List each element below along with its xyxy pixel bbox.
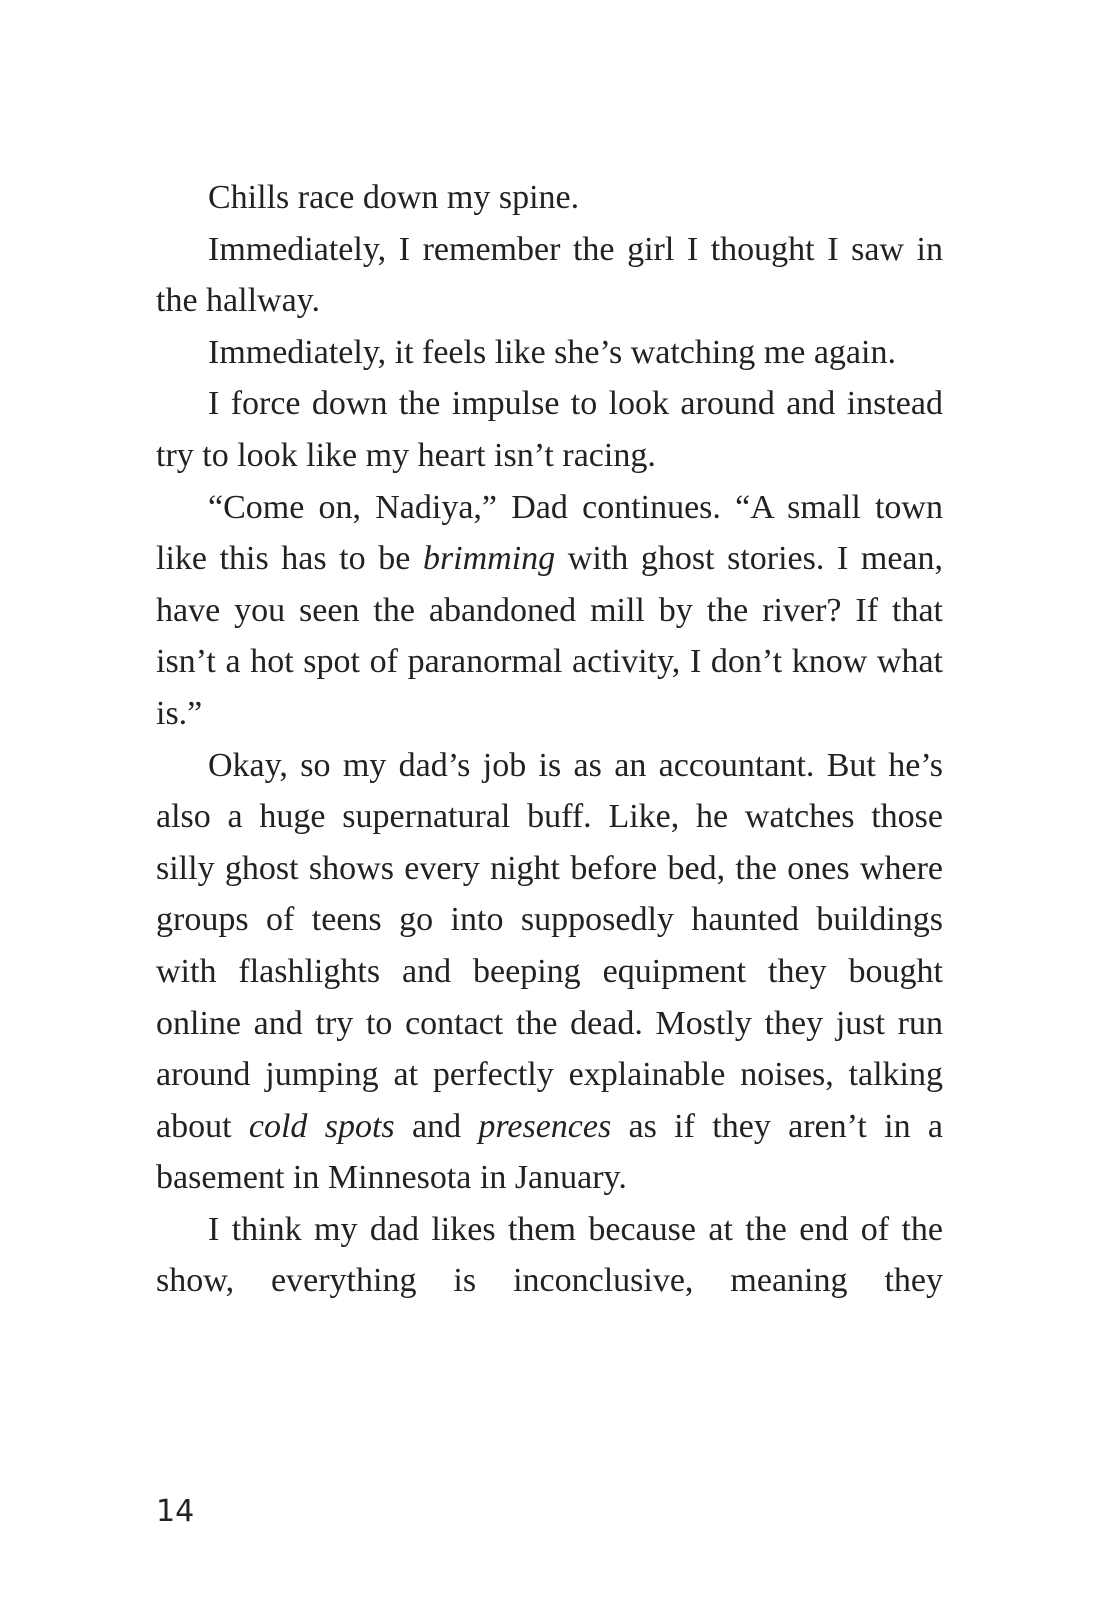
italic-text: cold spots bbox=[248, 1107, 395, 1145]
text-run: I think my dad likes them because at the end of the show, everything is inconclusive, meaning they bbox=[156, 1210, 943, 1300]
text-run: Immediately, I remember the girl I thought I saw in the hallway. bbox=[156, 230, 943, 320]
text-run: Chills race down my spine. bbox=[208, 179, 580, 216]
page-number: 14 bbox=[156, 1494, 195, 1529]
italic-text: presences bbox=[478, 1107, 612, 1145]
paragraph bbox=[156, 327, 943, 379]
body-text bbox=[156, 172, 943, 1307]
paragraph bbox=[156, 482, 943, 740]
italic-text: brimming bbox=[422, 540, 556, 578]
paragraph bbox=[156, 1204, 943, 1307]
text-run: as if they aren’t in a basement in Minnesota in January. bbox=[156, 1107, 943, 1197]
text-run: “Come on, Nadiya,” Dad continues. “A small town like this has to be bbox=[156, 488, 943, 578]
text-run: I force down the impulse to look around and instead try to look like my heart isn’t racing. bbox=[156, 385, 943, 474]
text-run: and bbox=[394, 1107, 479, 1145]
text-run: with ghost stories. I mean, have you seen the abandoned mill by the river? If that isn’t a hot spot of paranormal activity, I don’t know what is.” bbox=[156, 540, 944, 732]
paragraph bbox=[156, 378, 943, 481]
text-run: Okay, so my dad’s job is as an accountant. But he’s also a huge supernatural buff. Like, he watches those silly ghost shows every night before bed, the ones where groups of teens go into supposedly haunted buildings with flashlights and beeping equipment they bought online and try to contact the dead. Mostly they just run around jumping at perfectly explainable noises, talking about bbox=[156, 746, 943, 1145]
text-run: Immediately, it feels like she’s watching me again. bbox=[208, 333, 896, 371]
paragraph bbox=[156, 224, 943, 327]
paragraph bbox=[156, 740, 943, 1204]
paragraph bbox=[156, 172, 943, 224]
